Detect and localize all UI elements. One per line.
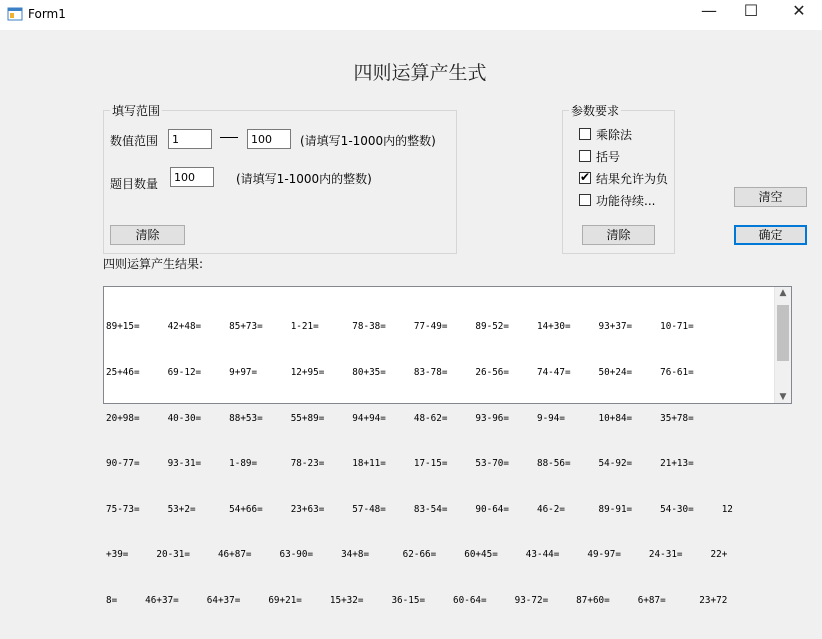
question-count-input[interactable] [170, 167, 214, 187]
multiply-divide-checkbox[interactable] [579, 128, 591, 140]
scroll-down-icon[interactable]: ▼ [779, 392, 787, 402]
check-mark-icon: ✔ [580, 170, 591, 184]
result-textbox[interactable] [103, 286, 792, 607]
allow-negative-label: 结果允许为负 [596, 172, 669, 186]
param-clear-button[interactable]: 清除 [582, 225, 655, 245]
range-group-legend: 填写范围 [112, 104, 161, 118]
result-line: 75-73= 53+2= 54+66= 23+63= 57-48= 83-54= 90-64= 46-2= 89-91= 54-30= 12 [106, 503, 733, 515]
range-dash [220, 137, 238, 138]
more-features-checkbox[interactable] [579, 194, 591, 206]
clear-all-button[interactable]: 清空 [734, 187, 807, 207]
result-line: 20+98= 40-30= 88+53= 55+89= 94+94= 48-62= 93-96= 9-94= 10+84= 35+78= [106, 412, 694, 424]
max-value-input[interactable] [247, 129, 291, 149]
question-count-label: 题目数量 [110, 177, 159, 191]
confirm-button[interactable]: 确定 [734, 225, 807, 245]
more-features-label: 功能待续... [596, 194, 656, 208]
result-line: 25+46= 69-12= 9+97= 12+95= 80+35= 83-78= 26-56= 74-47= 50+24= 76-61= [106, 367, 694, 379]
page-title: 四则运算产生式 [353, 62, 487, 84]
range-hint: (请填写1-1000内的整数) [300, 134, 436, 148]
result-text [106, 289, 733, 639]
result-line: +39= 20-31= 46+87= 63-90= 34+8= 62-66= 60+45= 43-44= 49-97= 24-31= 22+ [106, 549, 728, 561]
window-title: Form1 [28, 7, 66, 21]
app-form-icon [8, 8, 22, 20]
range-clear-button[interactable]: 清除 [110, 225, 185, 245]
brackets-checkbox[interactable] [579, 150, 591, 162]
result-line: 90-77= 93-31= 1-89= 78-23= 18+11= 17-15= 53-70= 88-56= 54-92= 21+13= [106, 458, 694, 470]
result-label: 四则运算产生结果: [103, 257, 204, 271]
min-value-input[interactable] [168, 129, 212, 149]
vertical-scrollbar[interactable] [774, 287, 791, 403]
result-line: 8= 46+37= 64+37= 69+21= 15+32= 36-15= 60-64= 93-72= 87+60= 6+87= 23+72 [106, 595, 728, 607]
close-button[interactable]: ✕ [792, 1, 806, 20]
brackets-label: 括号 [596, 150, 621, 164]
result-line: 89+15= 42+48= 85+73= 1-21= 78-38= 77-49= 89-52= 14+30= 93+37= 10-71= [106, 321, 694, 333]
count-hint: (请填写1-1000内的整数) [236, 172, 372, 186]
title-bar [0, 0, 822, 30]
param-group-legend: 参数要求 [571, 104, 620, 118]
allow-negative-checkbox[interactable] [579, 172, 591, 184]
scroll-thumb[interactable] [777, 305, 789, 361]
value-range-label: 数值范围 [110, 134, 159, 148]
minimize-button[interactable]: — [701, 1, 717, 20]
multiply-divide-label: 乘除法 [596, 128, 633, 142]
scroll-up-icon[interactable]: ▲ [779, 288, 787, 298]
maximize-button[interactable]: ☐ [743, 1, 759, 20]
